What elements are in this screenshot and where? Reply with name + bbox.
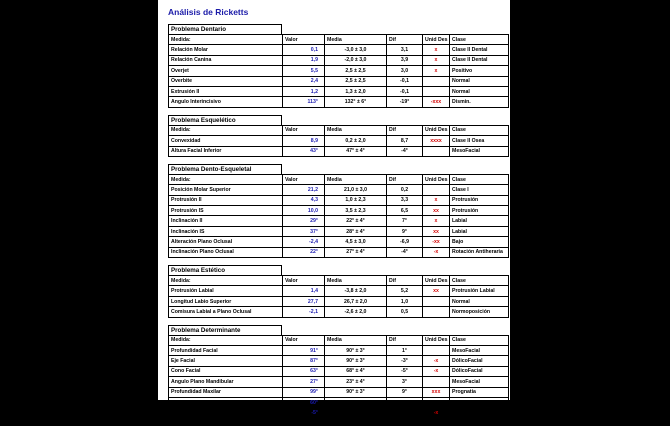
measure-value: 60°: [283, 397, 325, 407]
table-row: [169, 237, 509, 247]
table-row: [169, 66, 509, 76]
table-row: [169, 387, 509, 397]
measure-dif: 1,0: [387, 296, 423, 306]
measure-mean: 2,5 ± 2,5: [325, 76, 387, 86]
table-row: [169, 55, 509, 65]
table-row: [169, 397, 509, 407]
measure-mean: -2,0 ± 3,0: [325, 55, 387, 65]
header-measure: Medida:: [169, 335, 283, 345]
measure-name: Angulo Plano Mandibular: [169, 377, 283, 387]
table-header-row: [169, 35, 509, 45]
measure-unit-dev: [423, 296, 450, 306]
measure-mean: 2,5 ± 2,5: [325, 66, 387, 76]
table-row: [169, 408, 509, 418]
measure-unit-dev: x: [423, 45, 450, 55]
measure-dif: 0,2: [387, 185, 423, 195]
measure-unit-dev: [423, 185, 450, 195]
measure-dif: 6,5: [387, 206, 423, 216]
measure-name: Altura Facial Inferior: [169, 146, 283, 156]
measure-value: 0,1: [283, 45, 325, 55]
measure-value: 99°: [283, 387, 325, 397]
measure-name: Profundidad Maxilar: [169, 387, 283, 397]
report-title: Análisis de Ricketts: [168, 7, 249, 17]
measure-dif: 3,1: [387, 45, 423, 55]
measure-value: 1,9: [283, 55, 325, 65]
measure-mean: 58° ± 3°: [325, 397, 387, 407]
table-row: [169, 366, 509, 376]
table-row: [169, 296, 509, 306]
measure-class: Dismin.: [450, 97, 509, 107]
measure-name: Posición Molar Superior: [169, 185, 283, 195]
measure-name: Inclinación Plano Oclusal: [169, 247, 283, 257]
measure-unit-dev: -x: [423, 356, 450, 366]
measure-dif: 3,9: [387, 55, 423, 65]
measure-mean: 90° ± 3°: [325, 345, 387, 355]
measure-name: Altura Maxilar: [169, 397, 283, 407]
header-dif: Dif: [387, 35, 423, 45]
measurement-table: [168, 275, 509, 318]
measure-unit-dev: [423, 377, 450, 387]
measure-class: Clase II Dental: [450, 55, 509, 65]
table-row: [169, 307, 509, 317]
measure-mean: 68° ± 4°: [325, 366, 387, 376]
measure-dif: 7°: [387, 216, 423, 226]
measure-unit-dev: x: [423, 55, 450, 65]
measure-value: -5°: [283, 408, 325, 418]
measure-dif: -3°: [387, 356, 423, 366]
measure-class: Clase I: [450, 185, 509, 195]
measure-unit-dev: -xxx: [423, 97, 450, 107]
measure-class: Prognatia: [450, 387, 509, 397]
measure-class: Normal: [450, 397, 509, 407]
measure-value: 4,3: [283, 195, 325, 205]
measure-dif: 9°: [387, 226, 423, 236]
measure-class: Labial: [450, 216, 509, 226]
measure-name: Protrusión II: [169, 195, 283, 205]
table-row: [169, 356, 509, 366]
measure-mean: 28° ± 4°: [325, 226, 387, 236]
measure-mean: 4,5 ± 3,0: [325, 237, 387, 247]
section: [168, 115, 508, 157]
table-row: [169, 45, 509, 55]
section-title: Problema Determinante: [168, 325, 282, 335]
measure-class: MesoFacial: [450, 146, 509, 156]
measure-class: Rotación Antiheraria: [450, 408, 509, 418]
measure-unit-dev: -x: [423, 247, 450, 257]
table-header-row: [169, 174, 509, 184]
measure-value: -2,1: [283, 307, 325, 317]
section: [168, 265, 508, 318]
measure-dif: -6,9: [387, 237, 423, 247]
measure-class: Protrusión: [450, 195, 509, 205]
section-title: Problema Esquelético: [168, 115, 282, 125]
measure-dif: 3°: [387, 377, 423, 387]
measure-unit-dev: x: [423, 216, 450, 226]
measure-class: Normoposición: [450, 307, 509, 317]
table-header-row: [169, 276, 509, 286]
header-value: Valor: [283, 276, 325, 286]
measure-value: 22°: [283, 247, 325, 257]
header-mean: Media: [325, 125, 387, 135]
header-class: Clase: [450, 276, 509, 286]
measure-unit-dev: [423, 76, 450, 86]
measure-class: Normal: [450, 296, 509, 306]
table-row: [169, 226, 509, 236]
measure-mean: 22° ± 4°: [325, 216, 387, 226]
header-dif: Dif: [387, 335, 423, 345]
measure-mean: 27° ± 4°: [325, 247, 387, 257]
measure-dif: 3°: [387, 397, 423, 407]
header-value: Valor: [283, 174, 325, 184]
measure-dif: -5°: [387, 366, 423, 376]
measure-name: Inclinación Plano Palatal: [169, 408, 283, 418]
table-row: [169, 247, 509, 257]
table-row: [169, 97, 509, 107]
header-value: Valor: [283, 335, 325, 345]
measure-dif: 3,0: [387, 66, 423, 76]
measure-name: Profundidad Facial: [169, 345, 283, 355]
measure-name: Relación Molar: [169, 45, 283, 55]
measure-value: 1,2: [283, 86, 325, 96]
header-mean: Media: [325, 335, 387, 345]
section: [168, 325, 508, 419]
measure-value: 27°: [283, 377, 325, 387]
measure-mean: 26,7 ± 2,0: [325, 296, 387, 306]
measure-mean: 1,3 ± 2,0: [325, 86, 387, 96]
measure-mean: 3,5 ± 2,3: [325, 206, 387, 216]
measure-unit-dev: xx: [423, 226, 450, 236]
measure-mean: 1,0 ± 2,3: [325, 195, 387, 205]
table-header-row: [169, 335, 509, 345]
measure-class: DólicoFacial: [450, 356, 509, 366]
measurement-table: [168, 34, 509, 108]
table-header-row: [169, 125, 509, 135]
section-title: Problema Estético: [168, 265, 282, 275]
measure-name: Relación Canina: [169, 55, 283, 65]
measure-name: Longitud Labio Superior: [169, 296, 283, 306]
measure-name: Protrusión Labial: [169, 286, 283, 296]
measure-class: Clase II Dental: [450, 45, 509, 55]
measure-dif: -19°: [387, 97, 423, 107]
measure-name: Convexidad: [169, 136, 283, 146]
section-title: Problema Dento-Esqueletal: [168, 164, 282, 174]
measure-value: 1,4: [283, 286, 325, 296]
measure-dif: -4°: [387, 247, 423, 257]
measure-name: Comisura Labial a Plano Oclusal: [169, 307, 283, 317]
measure-value: 91°: [283, 345, 325, 355]
measure-class: Protrusión: [450, 206, 509, 216]
measure-unit-dev: xx: [423, 206, 450, 216]
section: [168, 24, 508, 108]
measure-value: 21,2: [283, 185, 325, 195]
measure-dif: -6°: [387, 408, 423, 418]
header-dif: Dif: [387, 174, 423, 184]
measure-mean: 90° ± 3°: [325, 356, 387, 366]
measure-class: Clase II Osea: [450, 136, 509, 146]
measure-value: 37°: [283, 226, 325, 236]
measure-name: Angulo Interincisivo: [169, 97, 283, 107]
measure-unit-dev: -x: [423, 366, 450, 376]
header-mean: Media: [325, 35, 387, 45]
measure-value: 43°: [283, 146, 325, 156]
measure-value: 29°: [283, 216, 325, 226]
measure-dif: 3,3: [387, 195, 423, 205]
measure-unit-dev: xxx: [423, 387, 450, 397]
table-row: [169, 206, 509, 216]
measure-mean: -3,8 ± 2,0: [325, 286, 387, 296]
measure-dif: 8,7: [387, 136, 423, 146]
measure-value: 113°: [283, 97, 325, 107]
measure-mean: 21,0 ± 3,0: [325, 185, 387, 195]
measure-class: Labial: [450, 226, 509, 236]
measure-unit-dev: x: [423, 66, 450, 76]
section-title: Problema Dentario: [168, 24, 282, 34]
header-measure: Medida:: [169, 276, 283, 286]
measure-mean: 132° ± 6°: [325, 97, 387, 107]
measure-mean: -3,0 ± 3,0: [325, 45, 387, 55]
measure-unit-dev: xx: [423, 286, 450, 296]
header-class: Clase: [450, 35, 509, 45]
header-dif: Dif: [387, 276, 423, 286]
measure-class: Rotación Antiheraria: [450, 247, 509, 257]
table-row: [169, 286, 509, 296]
measurement-table: [168, 174, 509, 258]
measure-class: Bajo: [450, 237, 509, 247]
measure-value: 27,7: [283, 296, 325, 306]
measure-value: 8,9: [283, 136, 325, 146]
header-unit: Unid Des: [423, 174, 450, 184]
header-measure: Medida:: [169, 174, 283, 184]
measure-unit-dev: x: [423, 195, 450, 205]
measure-name: Cono Facial: [169, 366, 283, 376]
table-row: [169, 76, 509, 86]
measure-unit-dev: xxxx: [423, 136, 450, 146]
table-row: [169, 86, 509, 96]
measure-unit-dev: [423, 146, 450, 156]
measure-unit-dev: -xx: [423, 237, 450, 247]
measure-name: Alteración Plano Oclusal: [169, 237, 283, 247]
header-value: Valor: [283, 35, 325, 45]
measure-class: DólicoFacial: [450, 366, 509, 376]
section: [168, 164, 508, 258]
measure-value: 5,5: [283, 66, 325, 76]
measure-dif: 1°: [387, 345, 423, 355]
table-row: [169, 195, 509, 205]
measure-mean: 90° ± 3°: [325, 387, 387, 397]
report-page: [158, 0, 510, 417]
table-row: [169, 345, 509, 355]
measure-dif: -0,1: [387, 76, 423, 86]
measure-value: -2,4: [283, 237, 325, 247]
measure-dif: -4°: [387, 146, 423, 156]
measurement-table: [168, 335, 509, 419]
measure-unit-dev: [423, 345, 450, 355]
header-class: Clase: [450, 335, 509, 345]
measure-name: Overjet: [169, 66, 283, 76]
header-mean: Media: [325, 174, 387, 184]
table-row: [169, 136, 509, 146]
measure-class: Positivo: [450, 66, 509, 76]
table-row: [169, 377, 509, 387]
header-class: Clase: [450, 174, 509, 184]
measure-mean: 1° ± 4°: [325, 408, 387, 418]
measure-dif: 5,2: [387, 286, 423, 296]
header-measure: Medida:: [169, 125, 283, 135]
table-row: [169, 185, 509, 195]
header-measure: Medida:: [169, 35, 283, 45]
measure-unit-dev: [423, 397, 450, 407]
measure-dif: -0,1: [387, 86, 423, 96]
measure-value: 10,0: [283, 206, 325, 216]
table-row: [169, 146, 509, 156]
header-mean: Media: [325, 276, 387, 286]
measure-value: 2,4: [283, 76, 325, 86]
measure-name: Eje Facial: [169, 356, 283, 366]
measure-class: MesoFacial: [450, 345, 509, 355]
measure-unit-dev: [423, 86, 450, 96]
measure-value: 87°: [283, 356, 325, 366]
measure-unit-dev: -x: [423, 408, 450, 418]
measure-mean: 47° ± 4°: [325, 146, 387, 156]
header-unit: Unid Des: [423, 276, 450, 286]
measure-class: Normal: [450, 86, 509, 96]
measure-class: MesoFacial: [450, 377, 509, 387]
measure-class: Normal: [450, 76, 509, 86]
header-class: Clase: [450, 125, 509, 135]
measure-class: Protrusión Labial: [450, 286, 509, 296]
table-row: [169, 216, 509, 226]
measure-value: 63°: [283, 366, 325, 376]
measure-unit-dev: [423, 307, 450, 317]
measure-name: Extrusión II: [169, 86, 283, 96]
measure-mean: 23° ± 4°: [325, 377, 387, 387]
header-unit: Unid Des: [423, 125, 450, 135]
measure-dif: 0,5: [387, 307, 423, 317]
measure-mean: -2,6 ± 2,0: [325, 307, 387, 317]
measurement-table: [168, 125, 509, 157]
measure-name: Overbite: [169, 76, 283, 86]
header-unit: Unid Des: [423, 335, 450, 345]
measure-dif: 9°: [387, 387, 423, 397]
measure-name: Inclinación II: [169, 216, 283, 226]
measure-name: Protrusión IS: [169, 206, 283, 216]
header-unit: Unid Des: [423, 35, 450, 45]
header-value: Valor: [283, 125, 325, 135]
measure-name: Inclinación IS: [169, 226, 283, 236]
measure-mean: 0,2 ± 2,0: [325, 136, 387, 146]
sections-container: [168, 24, 508, 426]
header-dif: Dif: [387, 125, 423, 135]
